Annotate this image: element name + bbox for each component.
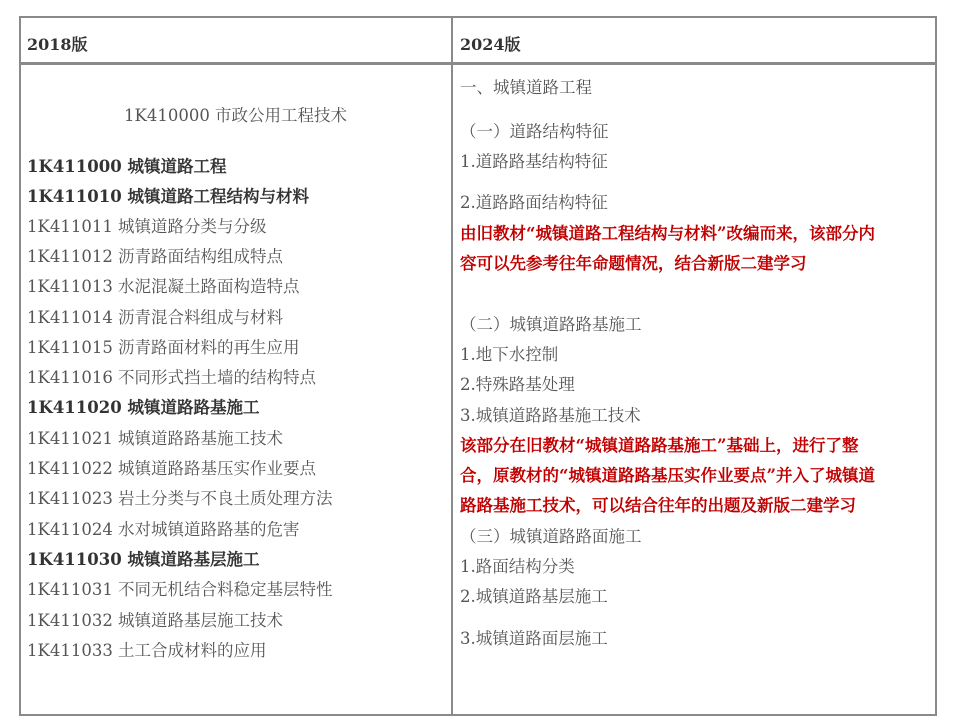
left-line: 1K411011 城镇道路分类与分级 — [27, 217, 267, 236]
left-line: 1K411030 城镇道路基层施工 — [27, 550, 260, 569]
left-line: 1K411013 水泥混凝土路面构造特点 — [27, 277, 300, 296]
note-text: 路路基施工技术，可以结合往年的出题及新版二建学习 — [460, 496, 856, 515]
right-section-title: 一、城镇道路工程 — [460, 78, 592, 97]
right-line: 1.道路路基结构特征 — [460, 152, 608, 171]
header-2018: 2018版 — [27, 35, 88, 54]
left-line: 1K411033 土工合成材料的应用 — [27, 641, 267, 660]
right-line: 1.地下水控制 — [460, 345, 559, 364]
left-line: 1K411012 沥青路面结构组成特点 — [27, 247, 284, 266]
right-subheading: （二）城镇道路路基施工 — [460, 315, 642, 334]
left-line: 1K411031 不同无机结合料稳定基层特性 — [27, 580, 333, 599]
left-line: 1K411022 城镇道路路基压实作业要点 — [27, 459, 317, 478]
header-divider — [19, 62, 937, 65]
right-line: 3.城镇道路面层施工 — [460, 629, 608, 648]
note-text: 由旧教材“城镇道路工程结构与材料”改编而来，该部分内 — [460, 224, 875, 243]
note-text: 该部分在旧教材“城镇道路路基施工”基础上，进行了整 — [460, 436, 859, 455]
header-2024: 2024版 — [460, 35, 521, 54]
left-line: 1K411024 水对城镇道路路基的危害 — [27, 520, 300, 539]
right-line: 2.城镇道路基层施工 — [460, 587, 608, 606]
left-line: 1K411016 不同形式挡土墙的结构特点 — [27, 368, 317, 387]
right-line: 1.路面结构分类 — [460, 557, 575, 576]
note-text: 合，原教材的“城镇道路路基压实作业要点”并入了城镇道 — [460, 466, 875, 485]
left-section-title: 1K410000 市政公用工程技术 — [124, 106, 348, 125]
right-line: 3.城镇道路路基施工技术 — [460, 406, 641, 425]
note-text: 容可以先参考往年命题情况，结合新版二建学习 — [460, 254, 807, 273]
left-line: 1K411020 城镇道路路基施工 — [27, 398, 260, 417]
left-line: 1K411000 城镇道路工程 — [27, 157, 227, 176]
right-subheading: （三）城镇道路路面施工 — [460, 527, 642, 546]
left-line: 1K411015 沥青路面材料的再生应用 — [27, 338, 300, 357]
left-line: 1K411023 岩土分类与不良土质处理方法 — [27, 489, 333, 508]
left-line: 1K411021 城镇道路路基施工技术 — [27, 429, 284, 448]
right-line: 2.道路路面结构特征 — [460, 193, 608, 212]
right-subheading: （一）道路结构特征 — [460, 122, 609, 141]
left-line: 1K411010 城镇道路工程结构与材料 — [27, 187, 309, 206]
column-divider — [451, 16, 453, 716]
left-line: 1K411032 城镇道路基层施工技术 — [27, 611, 284, 630]
left-line: 1K411014 沥青混合料组成与材料 — [27, 308, 284, 327]
right-line: 2.特殊路基处理 — [460, 375, 575, 394]
